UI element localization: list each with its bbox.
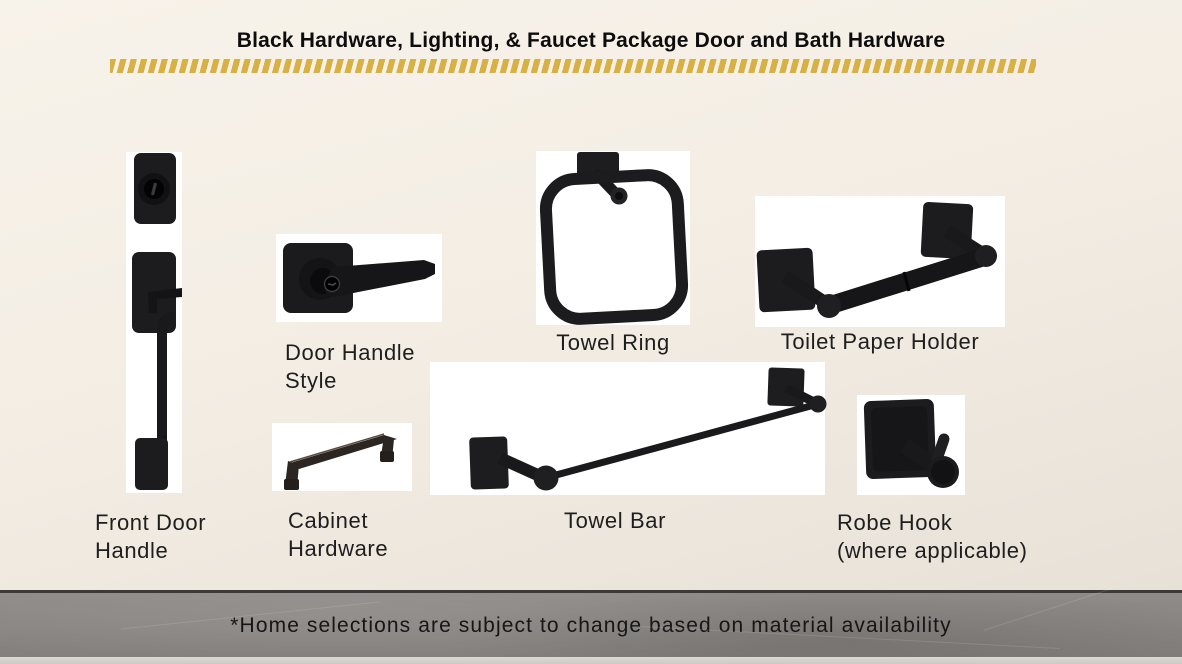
product-photo-door-handle-style	[276, 234, 442, 322]
label-line: Toilet Paper Holder	[780, 329, 980, 354]
product-photo-cabinet-hardware	[272, 423, 412, 491]
product-photo-towel-ring	[536, 151, 690, 325]
towel-bar-image	[430, 362, 825, 495]
gold-stripe-divider	[110, 59, 1036, 73]
product-photo-toilet-paper-holder	[755, 196, 1005, 327]
product-label-towel-ring	[536, 329, 690, 357]
front-door-handle-image	[126, 152, 182, 493]
product-label-robe-hook	[837, 509, 1077, 565]
product-label-front-door-handle	[95, 509, 235, 565]
product-label-door-handle-style	[285, 339, 445, 395]
product-photo-towel-bar	[430, 362, 825, 495]
product-label-towel-bar	[430, 507, 800, 535]
footer-bottom-edge	[0, 657, 1182, 664]
label-line: Style	[285, 368, 337, 393]
label-line: Cabinet	[288, 508, 369, 533]
label-line: Front Door	[95, 510, 207, 535]
product-label-cabinet-hardware	[288, 507, 418, 563]
cabinet-hardware-image	[272, 423, 412, 491]
page-title: Black Hardware, Lighting, & Faucet Package Door and Bath Hardware	[236, 29, 946, 52]
label-line: Towel Bar	[564, 508, 666, 533]
towel-ring-image	[536, 151, 690, 325]
label-line: (where applicable)	[837, 538, 1028, 563]
product-photo-front-door-handle	[126, 152, 182, 493]
label-line: Handle	[95, 538, 169, 563]
footer-disclaimer: *Home selections are subject to change based on material availability	[230, 614, 952, 637]
toilet-paper-holder-image	[755, 196, 1005, 327]
door-handle-style-image	[276, 234, 442, 322]
label-line: Robe Hook	[837, 510, 953, 535]
footer-scratch-texture	[984, 580, 1136, 630]
footer-bar	[0, 590, 1182, 657]
robe-hook-image	[857, 395, 965, 495]
label-line: Door Handle	[285, 340, 416, 365]
product-label-toilet-paper-holder	[745, 328, 1015, 356]
label-line: Hardware	[288, 536, 389, 561]
product-photo-robe-hook	[857, 395, 965, 495]
label-line: Towel Ring	[556, 330, 670, 355]
